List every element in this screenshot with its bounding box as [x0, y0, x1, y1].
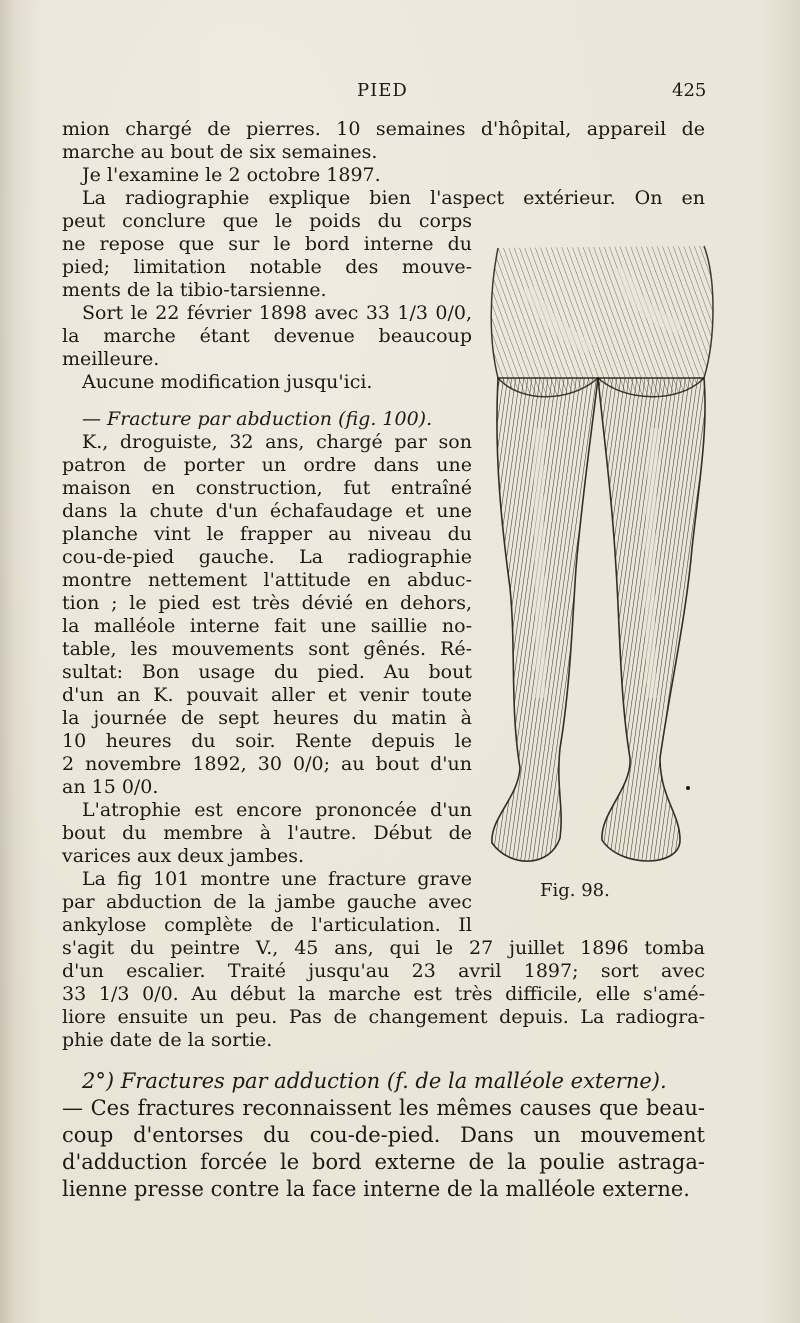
text-line: ankylose complète de l'articulation. Il: [62, 914, 472, 936]
text-line: Je l'examine le 2 octobre 1897.: [82, 164, 381, 186]
text-line: la marche étant devenue beaucoup: [62, 325, 472, 347]
text-line: K., droguiste, 32 ans, chargé par son: [82, 431, 472, 453]
text-line: pied; limitation notable des mouve-: [62, 256, 472, 278]
text-line: s'agit du peintre V., 45 ans, qui le 27 juillet 1896 tomba: [62, 937, 705, 959]
text-line: phie date de la sortie.: [62, 1029, 273, 1051]
text-line: Sort le 22 février 1898 avec 33 1/3 0/0,: [82, 302, 472, 324]
text-line: patron de porter un ordre dans une: [62, 454, 472, 476]
page-number: 425: [672, 80, 707, 101]
text-line: marche au bout de six semaines.: [62, 141, 378, 163]
running-title: PIED: [357, 80, 408, 101]
section-heading: — Fracture par abduction (fig. 100).: [82, 408, 433, 430]
text-line: d'un escalier. Traité jusqu'au 23 avril 1897; sort avec: [62, 960, 705, 982]
text-line: coup d'entorses du cou-de-pied. Dans un mouvement: [62, 1123, 705, 1147]
text-line: L'atrophie est encore prononcée d'un: [82, 799, 472, 821]
text-line: varices aux deux jambes.: [62, 845, 305, 867]
text-line: — Ces fractures reconnaissent les mêmes causes que beau-: [62, 1096, 705, 1120]
text-line: peut conclure que le poids du corps: [62, 210, 472, 232]
text-line: liore ensuite un peu. Pas de changement depuis. La radiogra-: [62, 1006, 705, 1028]
text-line: 33 1/3 0/0. Au début la marche est très difficile, elle s'amé-: [62, 983, 705, 1005]
legs-engraving: [480, 228, 720, 878]
section-heading-text: 2°) Fractures par adduction (f. de la malléole externe).: [82, 1069, 667, 1093]
text-line: ne repose que sur le bord interne du: [62, 233, 472, 255]
text-line: La fig 101 montre une fracture grave: [82, 868, 472, 890]
text-line: 2 novembre 1892, 30 0/0; au bout d'un: [62, 753, 472, 775]
text-line: dans la chute d'un échafaudage et une: [62, 500, 472, 522]
text-line: 10 heures du soir. Rente depuis le: [62, 730, 472, 752]
text-line: montre nettement l'attitude en abduc-: [62, 569, 472, 591]
text-line: planche vint le frapper au niveau du: [62, 523, 472, 545]
text-line: par abduction de la jambe gauche avec: [62, 891, 472, 913]
text-line: La radiographie explique bien l'aspect extérieur. On en: [82, 187, 705, 209]
text-line: table, les mouvements sont gênés. Ré-: [62, 638, 472, 660]
text-line: d'adduction forcée le bord externe de la poulie astraga-: [62, 1150, 705, 1174]
text-line: la journée de sept heures du matin à: [62, 707, 472, 729]
figure-caption: Fig. 98.: [540, 880, 610, 901]
section-heading: [82, 1068, 705, 1094]
text-line: ments de la tibio-tarsienne.: [62, 279, 327, 301]
text-line: tion ; le pied est très dévié en dehors,: [62, 592, 472, 614]
text-line: mion chargé de pierres. 10 semaines d'hôpital, appareil de: [62, 118, 705, 140]
text-line: bout du membre à l'autre. Début de: [62, 822, 472, 844]
text-line: an 15 0/0.: [62, 776, 159, 798]
text-line: la malléole interne fait une saillie no-: [62, 615, 472, 637]
text-line: sultat: Bon usage du pied. Au bout: [62, 661, 472, 683]
text-line: d'un an K. pouvait aller et venir toute: [62, 684, 472, 706]
text-line: cou-de-pied gauche. La radiographie: [62, 546, 472, 568]
figure-illustration: [480, 228, 720, 878]
running-header: [0, 78, 800, 104]
text-line: lienne presse contre la face interne de la malléole externe.: [62, 1177, 690, 1201]
text-line: meilleure.: [62, 348, 160, 370]
text-line: maison en construction, fut entraîné: [62, 477, 472, 499]
text-line: Aucune modification jusqu'ici.: [82, 371, 373, 393]
